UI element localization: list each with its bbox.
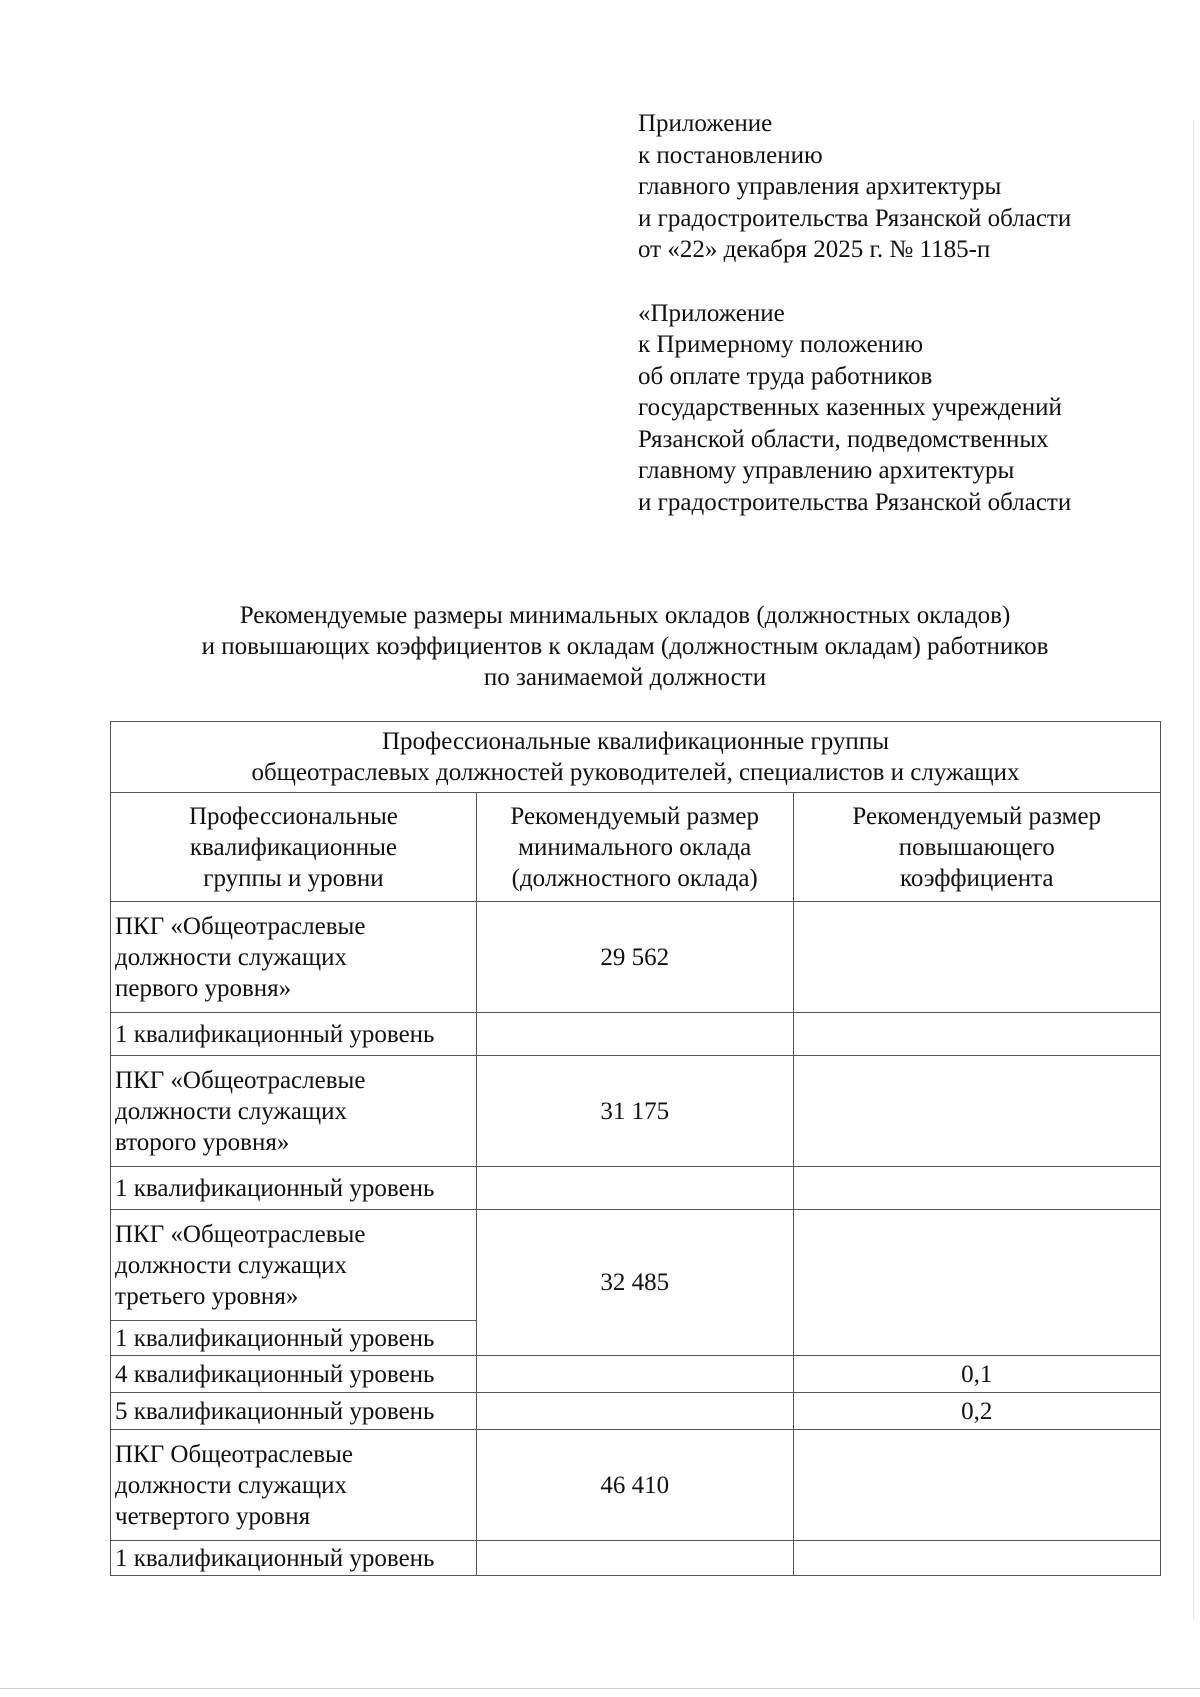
heading-line: и повышающих коэффициентов к окладам (должностным окладам) работников — [201, 633, 1049, 660]
level-name-cell: 1 квалификационный уровень — [111, 1541, 477, 1576]
salary-cell — [476, 1356, 793, 1393]
coefficient-cell — [793, 1541, 1161, 1576]
group-name-cell: ПКГ «Общеотраслевые должности служащих третьего уровня» — [111, 1210, 477, 1321]
coefficient-cell — [793, 1013, 1161, 1056]
table-row — [111, 1393, 1161, 1430]
table-row — [111, 1013, 1161, 1056]
coefficient-cell — [793, 902, 1161, 1013]
appendix-line: главного управления архитектуры — [638, 173, 1002, 200]
table-row — [111, 1541, 1161, 1576]
table-row — [111, 1430, 1161, 1541]
table-group-header: Профессиональные квалификационные группы общеотраслевых должностей руководителей, специалистов и служащих — [111, 722, 1161, 793]
appendix-block — [638, 108, 1158, 518]
salary-cell — [476, 1541, 793, 1576]
sub-appendix-line: к Примерному положению — [638, 331, 924, 358]
table-row — [111, 1167, 1161, 1210]
group-name-cell: ПКГ «Общеотраслевые должности служащих второго уровня» — [111, 1056, 477, 1167]
level-name-cell: 5 квалификационный уровень — [111, 1393, 477, 1430]
table-group-header-row — [111, 722, 1161, 793]
level-name-cell: 1 квалификационный уровень — [111, 1013, 477, 1056]
level-name-cell: 1 квалификационный уровень — [111, 1321, 477, 1356]
coefficient-cell: 0,1 — [793, 1356, 1161, 1393]
heading-line: по занимаемой должности — [483, 664, 767, 691]
salary-cell: 46 410 — [476, 1430, 793, 1541]
coefficient-cell — [793, 1430, 1161, 1541]
heading-line: Рекомендуемые размеры минимальных окладов (должностных окладов) — [239, 602, 1011, 629]
salary-cell: 29 562 — [476, 902, 793, 1013]
salary-table — [110, 721, 1161, 1576]
document-heading — [90, 600, 1160, 693]
sub-appendix-line: «Приложение — [638, 299, 785, 327]
salary-cell — [476, 1167, 793, 1210]
appendix-line: от «22» декабря 2025 г. № 1185-п — [638, 236, 991, 263]
level-name-cell: 4 квалификационный уровень — [111, 1356, 477, 1393]
table-column-header-row — [111, 793, 1161, 902]
table-row — [111, 902, 1161, 1013]
coefficient-cell — [793, 1167, 1161, 1210]
sub-appendix-line: об оплате труда работников — [638, 362, 933, 390]
salary-cell: 31 175 — [476, 1056, 793, 1167]
scan-edge-right — [1193, 120, 1194, 1620]
column-header-groups: Профессиональные квалификационные группы и уровни — [111, 793, 477, 902]
appendix-line: Приложение — [638, 110, 773, 137]
sub-appendix-line: главному управлению архитектуры — [638, 457, 1015, 484]
level-name-cell: 1 квалификационный уровень — [111, 1167, 477, 1210]
table-row — [111, 1210, 1161, 1321]
appendix-line: и градостроительства Рязанской области — [638, 204, 1072, 232]
salary-cell — [476, 1393, 793, 1430]
appendix-line: к постановлению — [638, 141, 823, 169]
table-row — [111, 1356, 1161, 1393]
group-name-cell: ПКГ «Общеотраслевые должности служащих первого уровня» — [111, 902, 477, 1013]
coefficient-cell: 0,2 — [793, 1393, 1161, 1430]
sub-appendix-line: Рязанской области, подведомственных — [638, 425, 1049, 453]
column-header-coefficient: Рекомендуемый размер повышающего коэффициента — [793, 793, 1161, 902]
coefficient-cell — [793, 1056, 1161, 1167]
coefficient-cell — [793, 1210, 1161, 1356]
salary-cell — [476, 1013, 793, 1056]
group-name-cell: ПКГ Общеотраслевые должности служащих четвертого уровня — [111, 1430, 477, 1541]
sub-appendix-line: государственных казенных учреждений — [638, 394, 1062, 421]
salary-cell: 32 485 — [476, 1210, 793, 1356]
spacer — [638, 266, 1158, 298]
table-row — [111, 1056, 1161, 1167]
sub-appendix-line: и градостроительства Рязанской области — [638, 488, 1072, 516]
scan-edge-bottom — [0, 1688, 1200, 1689]
column-header-salary: Рекомендуемый размер минимального оклада (должностного оклада) — [476, 793, 793, 902]
